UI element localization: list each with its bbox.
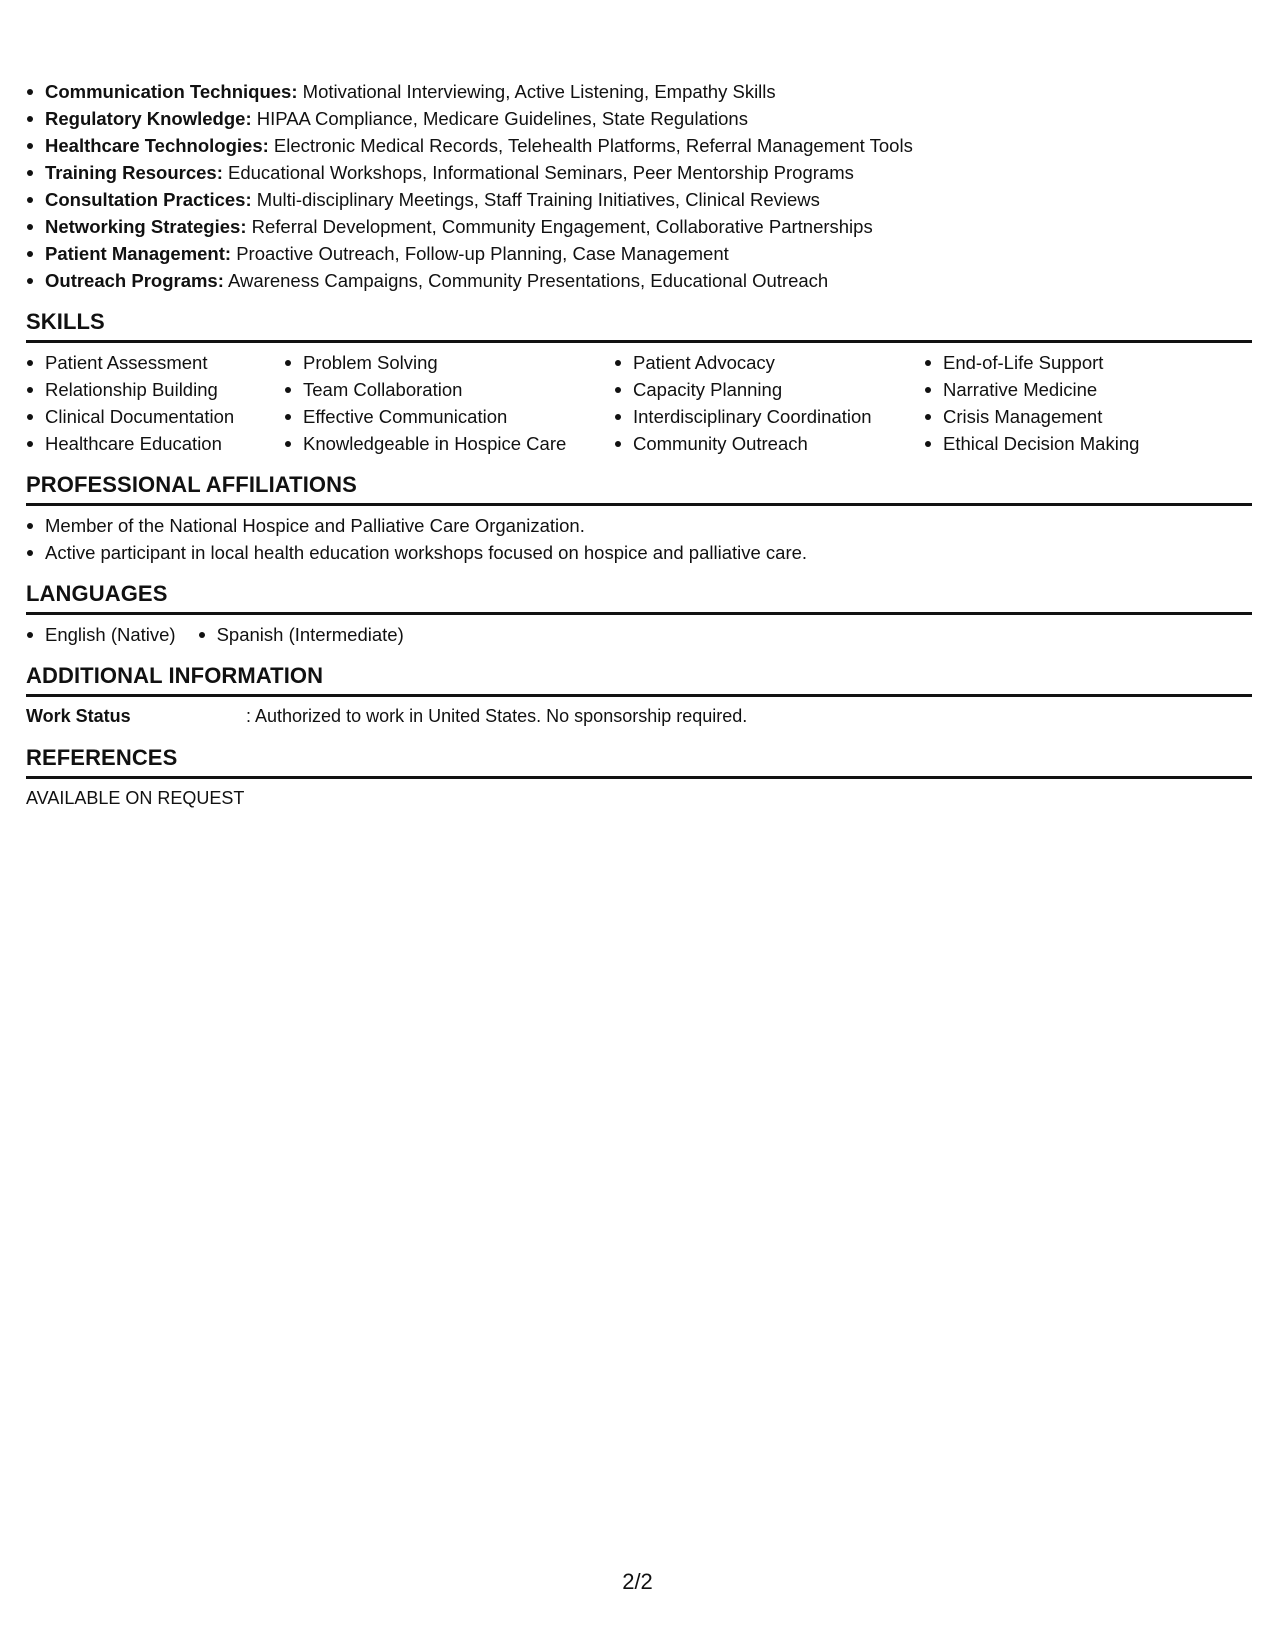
skills-column	[26, 349, 264, 457]
work-status-value: : Authorized to work in United States. No sponsorship required.	[246, 706, 748, 726]
section-title-references: REFERENCES	[26, 744, 1252, 779]
competency-text: Electronic Medical Records, Telehealth Platforms, Referral Management Tools	[268, 135, 913, 156]
list-item	[26, 159, 1252, 186]
competency-label: Communication Techniques:	[45, 81, 298, 102]
competency-label: Outreach Programs:	[45, 270, 224, 291]
section-title-skills: SKILLS	[26, 308, 1252, 343]
competency-label: Healthcare Technologies:	[45, 135, 269, 156]
work-status-label: Work Status	[26, 706, 131, 726]
list-item	[26, 267, 1252, 294]
list-item	[26, 186, 1252, 213]
competency-text: Referral Development, Community Engagement, Collaborative Partnerships	[246, 216, 873, 237]
affiliations-list	[26, 512, 1252, 566]
skill-item: Relationship Building	[26, 376, 264, 403]
list-item	[26, 105, 1252, 132]
skill-item: Narrative Medicine	[924, 376, 1139, 403]
language-item: Spanish (Intermediate)	[198, 621, 404, 648]
skill-item: Ethical Decision Making	[924, 430, 1139, 457]
skill-item: Healthcare Education	[26, 430, 264, 457]
skill-item: Clinical Documentation	[26, 403, 264, 430]
languages-section	[26, 580, 1252, 648]
skill-item: Effective Communication	[284, 403, 594, 430]
competency-text: Motivational Interviewing, Active Listening, Empathy Skills	[297, 81, 776, 102]
languages-row	[26, 621, 1252, 648]
skill-item: Knowledgeable in Hospice Care	[284, 430, 594, 457]
section-title-affiliations: PROFESSIONAL AFFILIATIONS	[26, 471, 1252, 506]
competency-text: Awareness Campaigns, Community Presentations, Educational Outreach	[223, 270, 829, 291]
page-number: 2/2	[622, 1569, 653, 1594]
affiliations-section	[26, 471, 1252, 566]
competency-label: Patient Management:	[45, 243, 232, 264]
list-item	[26, 78, 1252, 105]
list-item	[26, 213, 1252, 240]
resume-page-2	[26, 78, 1252, 812]
list-item: Active participant in local health education workshops focused on hospice and palliative care.	[26, 539, 1252, 566]
skill-item: End-of-Life Support	[924, 349, 1139, 376]
competency-label: Regulatory Knowledge:	[45, 108, 252, 129]
skill-item: Crisis Management	[924, 403, 1139, 430]
competencies-list	[26, 78, 1252, 294]
language-item: English (Native)	[26, 621, 176, 648]
competency-text: Multi-disciplinary Meetings, Staff Training Initiatives, Clinical Reviews	[251, 189, 820, 210]
skill-item: Capacity Planning	[614, 376, 904, 403]
competency-text: HIPAA Compliance, Medicare Guidelines, State Regulations	[251, 108, 748, 129]
skill-item: Problem Solving	[284, 349, 594, 376]
skill-item: Patient Advocacy	[614, 349, 904, 376]
skills-column	[614, 349, 904, 457]
languages-list	[26, 621, 426, 648]
competency-label: Networking Strategies:	[45, 216, 247, 237]
skills-section	[26, 308, 1252, 457]
skill-item: Interdisciplinary Coordination	[614, 403, 904, 430]
competency-label: Training Resources:	[45, 162, 223, 183]
skills-column	[924, 349, 1139, 457]
list-item	[26, 240, 1252, 267]
competency-text: Educational Workshops, Informational Seminars, Peer Mentorship Programs	[222, 162, 854, 183]
section-title-additional-info: ADDITIONAL INFORMATION	[26, 662, 1252, 697]
additional-info-section	[26, 662, 1252, 730]
competency-text: Proactive Outreach, Follow-up Planning, Case Management	[231, 243, 729, 264]
skill-item: Community Outreach	[614, 430, 904, 457]
list-item: Member of the National Hospice and Palliative Care Organization.	[26, 512, 1252, 539]
references-text: AVAILABLE ON REQUEST	[26, 788, 245, 808]
competency-label: Consultation Practices:	[45, 189, 252, 210]
skill-item: Team Collaboration	[284, 376, 594, 403]
skills-column	[284, 349, 594, 457]
references-section	[26, 744, 1252, 812]
section-title-languages: LANGUAGES	[26, 580, 1252, 615]
list-item	[26, 132, 1252, 159]
skills-grid	[26, 349, 1252, 457]
work-status-row	[26, 703, 1252, 730]
skill-item: Patient Assessment	[26, 349, 264, 376]
